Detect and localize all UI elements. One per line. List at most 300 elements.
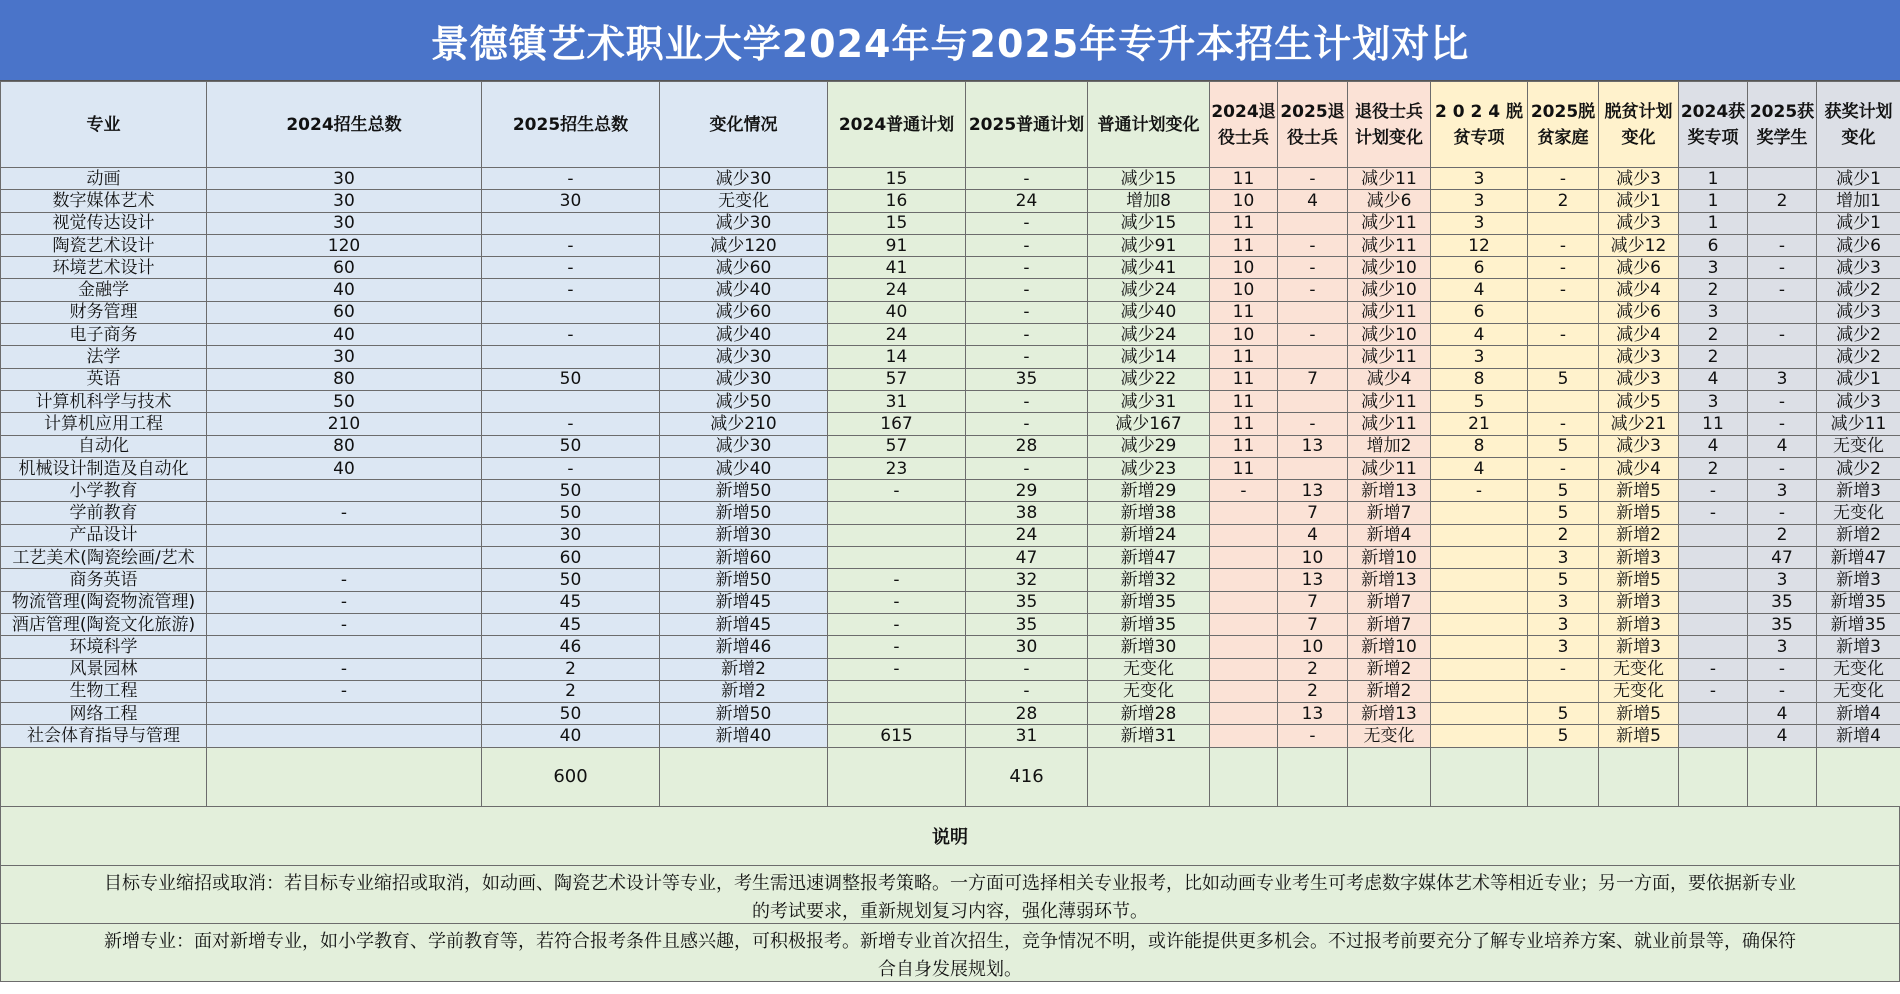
cell-major: 生物工程: [1, 680, 207, 702]
cell-regular-2024: [828, 547, 966, 569]
cell-regular-2025: 29: [966, 480, 1088, 502]
cell-award-change: 新增4: [1817, 703, 1900, 725]
header-poverty-2025: 2025脱贫家庭: [1528, 82, 1599, 168]
cell-poverty-2024: 21: [1431, 413, 1528, 435]
cell-regular-2024: [828, 524, 966, 546]
cell-total-2024: [207, 480, 482, 502]
cell-award-change: 无变化: [1817, 680, 1900, 702]
cell-total-change: 减少210: [660, 413, 828, 435]
cell-veteran-change: 减少11: [1348, 301, 1431, 323]
cell-regular-2024: 57: [828, 368, 966, 390]
cell-total-2025: [482, 390, 660, 412]
notes-section: [0, 807, 1900, 982]
cell-regular-2025: 28: [966, 703, 1088, 725]
cell-regular-2025: 35: [966, 613, 1088, 635]
header-total-2024: 2024招生总数: [207, 82, 482, 168]
cell-poverty-change: 新增2: [1599, 524, 1679, 546]
cell-veteran-2025: -: [1278, 257, 1348, 279]
cell-poverty-2024: [1431, 547, 1528, 569]
table-row: [1, 502, 1900, 524]
cell-veteran-change: 减少11: [1348, 390, 1431, 412]
cell-regular-change: 新增38: [1088, 502, 1210, 524]
cell-regular-2024: [828, 703, 966, 725]
cell-regular-2024: -: [828, 480, 966, 502]
cell-regular-2024: 91: [828, 234, 966, 256]
table-body: [1, 168, 1900, 807]
cell-total-change: 新增60: [660, 547, 828, 569]
cell-award-2025: -: [1748, 257, 1817, 279]
table-row: [1, 346, 1900, 368]
cell-regular-change: 减少41: [1088, 257, 1210, 279]
cell-veteran-2025: 13: [1278, 435, 1348, 457]
cell-veteran-2024: -: [1210, 480, 1278, 502]
cell-regular-2025: 24: [966, 190, 1088, 212]
cell-award-2024: [1679, 569, 1748, 591]
header-award-change: 获奖计划变化: [1817, 82, 1900, 168]
cell-award-change: 无变化: [1817, 502, 1900, 524]
cell-award-change: 新增35: [1817, 591, 1900, 613]
cell-award-2025: -: [1748, 324, 1817, 346]
cell-total-2024: 30: [207, 346, 482, 368]
cell-veteran-change: 减少6: [1348, 190, 1431, 212]
total-poverty-change: [1599, 747, 1679, 806]
cell-total-change: 新增2: [660, 658, 828, 680]
cell-award-2024: 1: [1679, 168, 1748, 190]
cell-veteran-change: 减少4: [1348, 368, 1431, 390]
table-row: [1, 324, 1900, 346]
cell-poverty-2025: 2: [1528, 524, 1599, 546]
cell-poverty-change: 新增5: [1599, 725, 1679, 747]
cell-award-2024: [1679, 725, 1748, 747]
cell-award-2025: -: [1748, 234, 1817, 256]
cell-veteran-2025: [1278, 212, 1348, 234]
cell-regular-2025: -: [966, 212, 1088, 234]
cell-veteran-2024: 11: [1210, 390, 1278, 412]
cell-veteran-2024: 11: [1210, 413, 1278, 435]
cell-regular-change: 减少91: [1088, 234, 1210, 256]
cell-veteran-2024: [1210, 636, 1278, 658]
cell-veteran-2025: [1278, 390, 1348, 412]
cell-poverty-change: 新增3: [1599, 636, 1679, 658]
cell-total-2024: -: [207, 569, 482, 591]
cell-poverty-2024: 4: [1431, 457, 1528, 479]
cell-award-2025: 2: [1748, 524, 1817, 546]
cell-veteran-2025: -: [1278, 324, 1348, 346]
cell-total-change: 新增46: [660, 636, 828, 658]
cell-poverty-change: 减少4: [1599, 324, 1679, 346]
cell-major: 法学: [1, 346, 207, 368]
cell-award-2024: 11: [1679, 413, 1748, 435]
table-row: [1, 680, 1900, 702]
header-major: 专业: [1, 82, 207, 168]
header-award-2024: 2024获奖专项: [1679, 82, 1748, 168]
table-row: [1, 435, 1900, 457]
cell-award-2025: 35: [1748, 613, 1817, 635]
total-veteran-2024: [1210, 747, 1278, 806]
cell-regular-2025: 30: [966, 636, 1088, 658]
cell-award-2025: 3: [1748, 636, 1817, 658]
cell-regular-change: 减少23: [1088, 457, 1210, 479]
cell-veteran-2025: 10: [1278, 547, 1348, 569]
cell-poverty-2025: 5: [1528, 480, 1599, 502]
cell-veteran-change: 新增2: [1348, 658, 1431, 680]
cell-award-2024: 4: [1679, 435, 1748, 457]
cell-total-change: 新增50: [660, 502, 828, 524]
cell-award-2024: -: [1679, 658, 1748, 680]
cell-award-change: 新增3: [1817, 636, 1900, 658]
cell-regular-2024: -: [828, 591, 966, 613]
cell-veteran-2024: 10: [1210, 257, 1278, 279]
cell-regular-2024: -: [828, 613, 966, 635]
cell-award-2024: [1679, 636, 1748, 658]
cell-poverty-2024: [1431, 613, 1528, 635]
cell-award-2024: -: [1679, 502, 1748, 524]
cell-regular-2024: [828, 680, 966, 702]
cell-veteran-2025: 13: [1278, 480, 1348, 502]
cell-regular-change: 减少167: [1088, 413, 1210, 435]
cell-regular-2025: -: [966, 346, 1088, 368]
cell-regular-2024: 57: [828, 435, 966, 457]
table-row: [1, 591, 1900, 613]
cell-award-2025: 2: [1748, 190, 1817, 212]
cell-regular-2024: 167: [828, 413, 966, 435]
cell-poverty-2025: -: [1528, 234, 1599, 256]
cell-major: 商务英语: [1, 569, 207, 591]
cell-regular-2025: -: [966, 680, 1088, 702]
cell-award-2024: 6: [1679, 234, 1748, 256]
cell-total-2024: 40: [207, 279, 482, 301]
cell-regular-2024: 31: [828, 390, 966, 412]
cell-poverty-change: 新增5: [1599, 480, 1679, 502]
cell-regular-2025: -: [966, 457, 1088, 479]
cell-poverty-2024: 8: [1431, 435, 1528, 457]
cell-poverty-change: 新增5: [1599, 502, 1679, 524]
cell-poverty-change: 减少1: [1599, 190, 1679, 212]
cell-poverty-change: 减少3: [1599, 346, 1679, 368]
cell-poverty-change: 减少3: [1599, 168, 1679, 190]
cell-regular-2024: -: [828, 569, 966, 591]
total-veteran-change: [1348, 747, 1431, 806]
cell-total-change: 减少30: [660, 346, 828, 368]
cell-total-change: 减少40: [660, 457, 828, 479]
cell-major: 环境艺术设计: [1, 257, 207, 279]
cell-veteran-2024: 11: [1210, 368, 1278, 390]
cell-veteran-2024: 11: [1210, 435, 1278, 457]
cell-veteran-2024: [1210, 613, 1278, 635]
header-award-2025: 2025获奖学生: [1748, 82, 1817, 168]
cell-award-2025: -: [1748, 413, 1817, 435]
cell-regular-change: 新增29: [1088, 480, 1210, 502]
cell-total-change: 新增50: [660, 480, 828, 502]
cell-major: 酒店管理(陶瓷文化旅游): [1, 613, 207, 635]
cell-veteran-change: 新增2: [1348, 680, 1431, 702]
cell-veteran-change: 新增13: [1348, 480, 1431, 502]
cell-total-2025: 50: [482, 703, 660, 725]
cell-regular-2025: -: [966, 301, 1088, 323]
header-row: [1, 82, 1900, 168]
cell-poverty-change: 减少3: [1599, 435, 1679, 457]
cell-veteran-2025: 4: [1278, 190, 1348, 212]
header-veteran-2025: 2025退役士兵: [1278, 82, 1348, 168]
cell-veteran-2025: [1278, 457, 1348, 479]
cell-total-2025: -: [482, 324, 660, 346]
table-row: [1, 524, 1900, 546]
cell-veteran-2025: -: [1278, 413, 1348, 435]
header-regular-2024: 2024普通计划: [828, 82, 966, 168]
cell-poverty-change: 减少3: [1599, 368, 1679, 390]
cell-major: 陶瓷艺术设计: [1, 234, 207, 256]
header-total-2025: 2025招生总数: [482, 82, 660, 168]
cell-veteran-2025: 2: [1278, 658, 1348, 680]
cell-veteran-2025: 7: [1278, 613, 1348, 635]
cell-total-2024: -: [207, 502, 482, 524]
cell-total-2025: 45: [482, 613, 660, 635]
cell-award-2024: 3: [1679, 301, 1748, 323]
cell-regular-2025: -: [966, 279, 1088, 301]
cell-total-change: 新增50: [660, 703, 828, 725]
cell-total-change: 新增45: [660, 613, 828, 635]
cell-total-2025: [482, 301, 660, 323]
cell-award-2025: [1748, 212, 1817, 234]
cell-award-change: 新增4: [1817, 725, 1900, 747]
cell-total-2024: 50: [207, 390, 482, 412]
cell-veteran-change: 新增10: [1348, 547, 1431, 569]
cell-total-2025: -: [482, 279, 660, 301]
cell-poverty-2025: [1528, 212, 1599, 234]
cell-veteran-change: 减少11: [1348, 457, 1431, 479]
cell-regular-2025: -: [966, 257, 1088, 279]
cell-poverty-change: 减少12: [1599, 234, 1679, 256]
cell-award-change: 新增2: [1817, 524, 1900, 546]
total-regular-2024: [828, 747, 966, 806]
cell-total-change: 新增2: [660, 680, 828, 702]
cell-regular-change: 减少24: [1088, 324, 1210, 346]
cell-regular-2025: 35: [966, 368, 1088, 390]
total-poverty-2025: [1528, 747, 1599, 806]
cell-veteran-2025: -: [1278, 234, 1348, 256]
cell-poverty-2025: -: [1528, 279, 1599, 301]
cell-veteran-2025: 7: [1278, 368, 1348, 390]
table-row: [1, 725, 1900, 747]
cell-regular-change: 减少29: [1088, 435, 1210, 457]
table-row: [1, 658, 1900, 680]
cell-regular-change: 无变化: [1088, 680, 1210, 702]
cell-award-2024: 2: [1679, 457, 1748, 479]
cell-award-change: 减少2: [1817, 457, 1900, 479]
cell-award-2024: 2: [1679, 279, 1748, 301]
cell-award-change: 减少6: [1817, 234, 1900, 256]
cell-major: 英语: [1, 368, 207, 390]
cell-poverty-change: 减少5: [1599, 390, 1679, 412]
cell-award-change: 无变化: [1817, 658, 1900, 680]
cell-total-change: 减少30: [660, 435, 828, 457]
cell-regular-change: 减少15: [1088, 168, 1210, 190]
cell-poverty-2024: 3: [1431, 212, 1528, 234]
cell-veteran-change: 减少11: [1348, 234, 1431, 256]
cell-poverty-2025: -: [1528, 324, 1599, 346]
table-row: [1, 547, 1900, 569]
cell-veteran-2025: 4: [1278, 524, 1348, 546]
cell-poverty-2024: -: [1431, 480, 1528, 502]
cell-regular-change: 增加8: [1088, 190, 1210, 212]
cell-total-change: 减少60: [660, 257, 828, 279]
cell-award-2024: 3: [1679, 390, 1748, 412]
cell-regular-change: 新增28: [1088, 703, 1210, 725]
cell-regular-2024: 15: [828, 168, 966, 190]
cell-total-2024: -: [207, 658, 482, 680]
cell-total-change: 新增40: [660, 725, 828, 747]
cell-major: 产品设计: [1, 524, 207, 546]
cell-veteran-2025: 2: [1278, 680, 1348, 702]
cell-veteran-change: 新增13: [1348, 569, 1431, 591]
cell-award-2025: 4: [1748, 435, 1817, 457]
header-total-change: 变化情况: [660, 82, 828, 168]
cell-poverty-2025: [1528, 301, 1599, 323]
cell-major: 小学教育: [1, 480, 207, 502]
cell-total-2024: -: [207, 680, 482, 702]
cell-total-2025: 50: [482, 368, 660, 390]
cell-regular-2024: 24: [828, 279, 966, 301]
cell-major: 财务管理: [1, 301, 207, 323]
cell-total-2024: 210: [207, 413, 482, 435]
cell-regular-change: 无变化: [1088, 658, 1210, 680]
cell-award-change: 减少2: [1817, 279, 1900, 301]
cell-poverty-2024: 4: [1431, 279, 1528, 301]
cell-regular-2025: 35: [966, 591, 1088, 613]
cell-poverty-2024: [1431, 636, 1528, 658]
cell-total-2024: -: [207, 591, 482, 613]
cell-regular-2025: 32: [966, 569, 1088, 591]
header-poverty-2024: 2 0 2 4 脱贫专项: [1431, 82, 1528, 168]
total-regular-2025: 416: [966, 747, 1088, 806]
cell-award-change: 新增3: [1817, 569, 1900, 591]
cell-total-2025: -: [482, 234, 660, 256]
total-award-2025: [1748, 747, 1817, 806]
cell-total-change: 减少40: [660, 324, 828, 346]
cell-poverty-2025: [1528, 680, 1599, 702]
cell-poverty-change: 无变化: [1599, 658, 1679, 680]
cell-regular-2024: 23: [828, 457, 966, 479]
cell-total-2024: [207, 547, 482, 569]
cell-total-2025: 45: [482, 591, 660, 613]
cell-award-2025: 47: [1748, 547, 1817, 569]
cell-poverty-2025: 3: [1528, 636, 1599, 658]
header-veteran-change: 退役士兵计划变化: [1348, 82, 1431, 168]
cell-regular-change: 减少15: [1088, 212, 1210, 234]
cell-regular-2024: 14: [828, 346, 966, 368]
cell-major: 社会体育指导与管理: [1, 725, 207, 747]
cell-poverty-2024: [1431, 703, 1528, 725]
cell-poverty-2024: 6: [1431, 257, 1528, 279]
cell-poverty-2025: 5: [1528, 502, 1599, 524]
cell-award-2025: 3: [1748, 569, 1817, 591]
cell-poverty-2025: 5: [1528, 435, 1599, 457]
cell-award-2025: -: [1748, 502, 1817, 524]
cell-veteran-change: 减少10: [1348, 257, 1431, 279]
cell-veteran-2024: 11: [1210, 212, 1278, 234]
cell-veteran-2024: [1210, 569, 1278, 591]
cell-regular-2024: -: [828, 636, 966, 658]
cell-poverty-2025: 5: [1528, 569, 1599, 591]
cell-major: 金融学: [1, 279, 207, 301]
cell-veteran-2025: [1278, 301, 1348, 323]
cell-poverty-2024: [1431, 524, 1528, 546]
cell-total-2024: 30: [207, 168, 482, 190]
cell-poverty-2024: [1431, 658, 1528, 680]
cell-regular-2025: -: [966, 658, 1088, 680]
table-row: [1, 480, 1900, 502]
cell-regular-change: 新增31: [1088, 725, 1210, 747]
cell-total-2024: [207, 725, 482, 747]
cell-award-2025: 3: [1748, 368, 1817, 390]
cell-total-2024: 40: [207, 324, 482, 346]
cell-poverty-change: 无变化: [1599, 680, 1679, 702]
cell-poverty-change: 减少6: [1599, 301, 1679, 323]
cell-veteran-2024: 11: [1210, 234, 1278, 256]
cell-major: 学前教育: [1, 502, 207, 524]
cell-veteran-2024: [1210, 591, 1278, 613]
cell-total-2025: 2: [482, 658, 660, 680]
cell-total-2024: [207, 703, 482, 725]
cell-veteran-2024: [1210, 658, 1278, 680]
table-row: [1, 234, 1900, 256]
cell-poverty-2024: 4: [1431, 324, 1528, 346]
cell-total-2025: 50: [482, 480, 660, 502]
table-row: [1, 569, 1900, 591]
cell-total-2024: [207, 636, 482, 658]
cell-poverty-2024: 6: [1431, 301, 1528, 323]
cell-veteran-change: 减少11: [1348, 168, 1431, 190]
cell-total-2024: 80: [207, 435, 482, 457]
cell-award-change: 减少2: [1817, 324, 1900, 346]
header-veteran-2024: 2024退役士兵: [1210, 82, 1278, 168]
cell-award-2024: [1679, 547, 1748, 569]
cell-veteran-change: 减少11: [1348, 212, 1431, 234]
cell-major: 网络工程: [1, 703, 207, 725]
cell-total-2024: 40: [207, 457, 482, 479]
cell-regular-change: 新增47: [1088, 547, 1210, 569]
total-total-2025: 600: [482, 747, 660, 806]
cell-veteran-2024: 11: [1210, 346, 1278, 368]
note-new-majors: 新增专业：面对新增专业，如小学教育、学前教育等，若符合报考条件且感兴趣，可积极报考。新增专业首次招生，竞争情况不明，或许能提供更多机会。不过报考前要充分了解专业培养方案、就业前景等，确保符合自身发展规划。: [0, 924, 1900, 982]
cell-award-change: 减少11: [1817, 413, 1900, 435]
cell-veteran-2024: [1210, 502, 1278, 524]
cell-total-2025: 60: [482, 547, 660, 569]
cell-award-change: 新增3: [1817, 480, 1900, 502]
cell-veteran-change: 新增13: [1348, 703, 1431, 725]
cell-veteran-change: 新增7: [1348, 591, 1431, 613]
cell-poverty-change: 新增3: [1599, 547, 1679, 569]
total-award-change: [1817, 747, 1900, 806]
cell-poverty-change: 新增3: [1599, 591, 1679, 613]
cell-award-change: 减少3: [1817, 390, 1900, 412]
cell-poverty-change: 减少4: [1599, 457, 1679, 479]
cell-award-2025: [1748, 168, 1817, 190]
cell-veteran-2024: [1210, 524, 1278, 546]
cell-total-2024: 80: [207, 368, 482, 390]
cell-regular-2025: -: [966, 413, 1088, 435]
cell-regular-2025: -: [966, 324, 1088, 346]
cell-total-change: 减少30: [660, 212, 828, 234]
cell-award-change: 减少1: [1817, 168, 1900, 190]
cell-total-change: 新增30: [660, 524, 828, 546]
cell-poverty-2025: 5: [1528, 703, 1599, 725]
cell-major: 风景园林: [1, 658, 207, 680]
cell-total-change: 减少60: [660, 301, 828, 323]
table-row: [1, 613, 1900, 635]
table-row: [1, 168, 1900, 190]
cell-total-2025: 50: [482, 569, 660, 591]
